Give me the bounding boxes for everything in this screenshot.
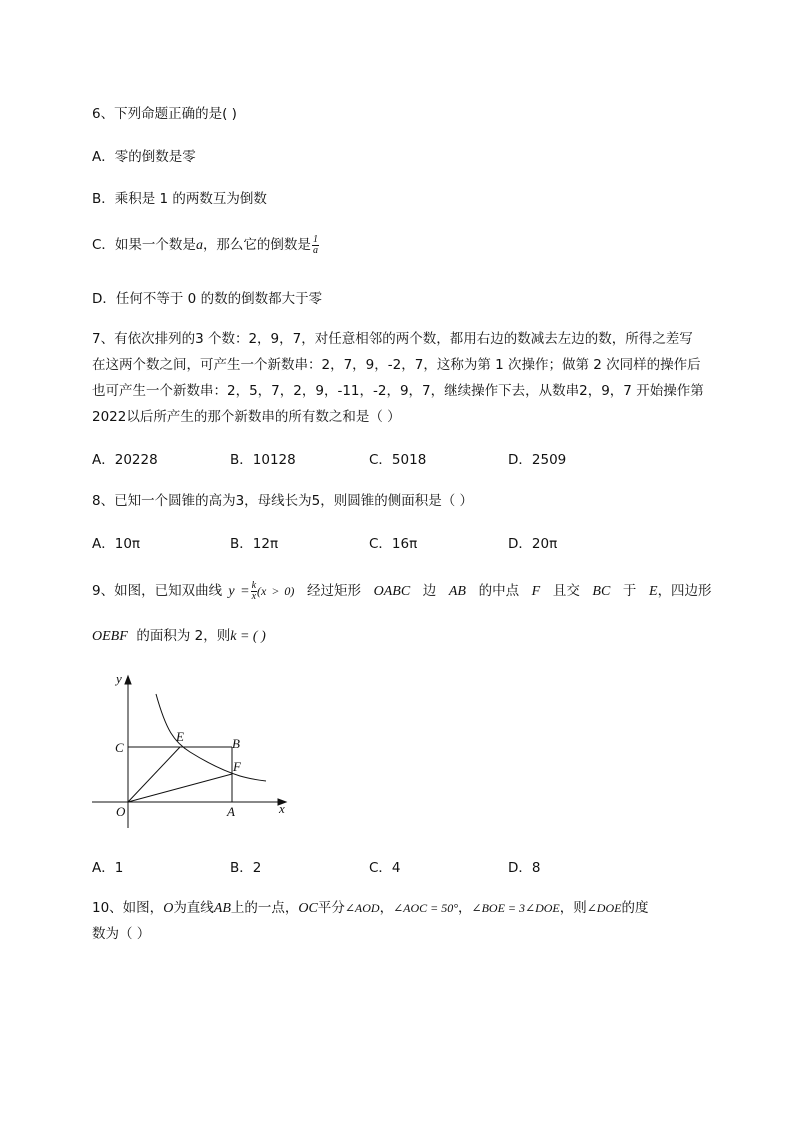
q8-option-c: C．16π bbox=[369, 536, 418, 552]
hyperbola-curve bbox=[156, 694, 266, 781]
q6-c-den: a bbox=[312, 244, 318, 256]
q7-line-4: 2022以后所产生的那个新数串的所有数之和是（ ） bbox=[92, 409, 401, 425]
q9-point-e: E bbox=[649, 584, 658, 599]
q6-option-a: A．零的倒数是零 bbox=[92, 149, 196, 165]
q6-c-num: 1 bbox=[312, 233, 318, 245]
q10-line-2: 数为（ ） bbox=[92, 926, 151, 942]
q9-eq-y: y = bbox=[228, 584, 250, 599]
q9-side2: BC bbox=[592, 584, 611, 599]
q9-text-4: 的中点 bbox=[478, 583, 520, 599]
q6-c-post: ，那么它的倒数是 bbox=[202, 237, 311, 253]
q7-line-1: 7、有依次排列的3 个数：2，9，7，对任意相邻的两个数，都用右边的数减去左边的数，所得之差写 bbox=[92, 331, 693, 347]
q9-line-1 bbox=[92, 579, 712, 602]
q7-option-a: A．20228 bbox=[92, 452, 158, 468]
q10-text-1: 10、如图， bbox=[92, 900, 164, 916]
q10-text-8: 的度 bbox=[621, 900, 649, 916]
q10-text-7: ，则 bbox=[559, 900, 587, 916]
q10-text-2: 为直线 bbox=[173, 900, 214, 916]
label-c: C bbox=[115, 740, 124, 755]
q9-option-b: B．2 bbox=[230, 860, 262, 876]
q9-figure bbox=[90, 668, 300, 828]
q6-stem: 6、下列命题正确的是( ) bbox=[92, 106, 237, 122]
label-o: O bbox=[116, 804, 126, 819]
label-b: B bbox=[232, 736, 240, 751]
q6-c-var: a bbox=[195, 238, 203, 253]
q9-text-5: 且交 bbox=[552, 583, 580, 599]
q9-option-d: D．8 bbox=[508, 860, 541, 876]
label-e: E bbox=[176, 729, 184, 744]
q9-quad: OEBF bbox=[92, 629, 128, 644]
q10-o: O bbox=[163, 901, 174, 916]
label-y: y bbox=[116, 671, 122, 686]
q9-eq-den: x bbox=[251, 590, 257, 602]
q9-side: AB bbox=[448, 584, 466, 599]
q9-rect: OABC bbox=[373, 584, 411, 599]
q7-line-2: 在这两个数之间，可产生一个新数串：2，7，9，-2，7，这称为第 1 次操作；做第 2 次同样的操作后 bbox=[92, 357, 701, 373]
q10-ab: AB bbox=[213, 901, 231, 916]
label-f: F bbox=[233, 759, 241, 774]
q10-oc: OC bbox=[298, 901, 318, 916]
q8-stem: 8、已知一个圆锥的高为3，母线长为5，则圆锥的侧面积是（ ） bbox=[92, 493, 474, 509]
q10-aod: ∠AOD bbox=[344, 901, 380, 915]
q10-boe: ∠BOE = 3∠DOE bbox=[471, 901, 560, 915]
q9-option-a: A．1 bbox=[92, 860, 124, 876]
q10-line-1 bbox=[92, 896, 648, 917]
q9-text-6: 于 bbox=[622, 583, 637, 599]
label-a: A bbox=[227, 804, 235, 819]
q6-option-d: D．任何不等于 0 的数的倒数都大于零 bbox=[92, 291, 323, 307]
q9-line-2 bbox=[92, 624, 266, 645]
q9-text-8: 的面积为 2，则 bbox=[136, 628, 231, 644]
segment-of bbox=[128, 774, 232, 802]
q7-line-3: 也可产生一个新数串：2，5，7，2，9，-11，-2，9，7，继续操作下去，从数串2，9，7 开始操作第 bbox=[92, 383, 704, 399]
q10-text-5: ， bbox=[379, 900, 394, 916]
q7-option-d: D．2509 bbox=[508, 452, 567, 468]
q9-eq-num: k bbox=[251, 579, 257, 591]
q9-text-3: 边 bbox=[422, 583, 437, 599]
label-x: x bbox=[279, 801, 285, 816]
q6-option-c bbox=[92, 233, 319, 256]
q9-k-eq: k = ( ) bbox=[230, 629, 266, 644]
q6-c-pre: C．如果一个数是 bbox=[92, 237, 196, 253]
q8-option-a: A．10π bbox=[92, 536, 141, 552]
q10-aoc: ∠AOC = 50° bbox=[393, 901, 459, 915]
q9-text-2: 经过矩形 bbox=[307, 583, 362, 599]
q9-point-f: F bbox=[531, 584, 541, 599]
q6-option-b: B．乘积是 1 的两数互为倒数 bbox=[92, 191, 267, 207]
q6-c-fraction bbox=[312, 235, 319, 256]
q9-eq-cond: (x > 0) bbox=[257, 584, 295, 598]
segment-oe bbox=[128, 747, 180, 802]
q9-option-c: C．4 bbox=[369, 860, 401, 876]
y-axis-arrow bbox=[125, 676, 131, 684]
q9-text-1: 9、如图，已知双曲线 bbox=[92, 583, 223, 599]
q8-option-b: B．12π bbox=[230, 536, 279, 552]
q7-option-b: B．10128 bbox=[230, 452, 296, 468]
q10-text-3: 上的一点， bbox=[230, 900, 299, 916]
q10-text-4: 平分 bbox=[317, 900, 345, 916]
q8-option-d: D．20π bbox=[508, 536, 558, 552]
q10-text-6: ， bbox=[458, 900, 472, 916]
q9-text-7: ，四边形 bbox=[657, 583, 712, 599]
q10-doe: ∠DOE bbox=[586, 901, 622, 915]
q7-option-c: C．5018 bbox=[369, 452, 427, 468]
